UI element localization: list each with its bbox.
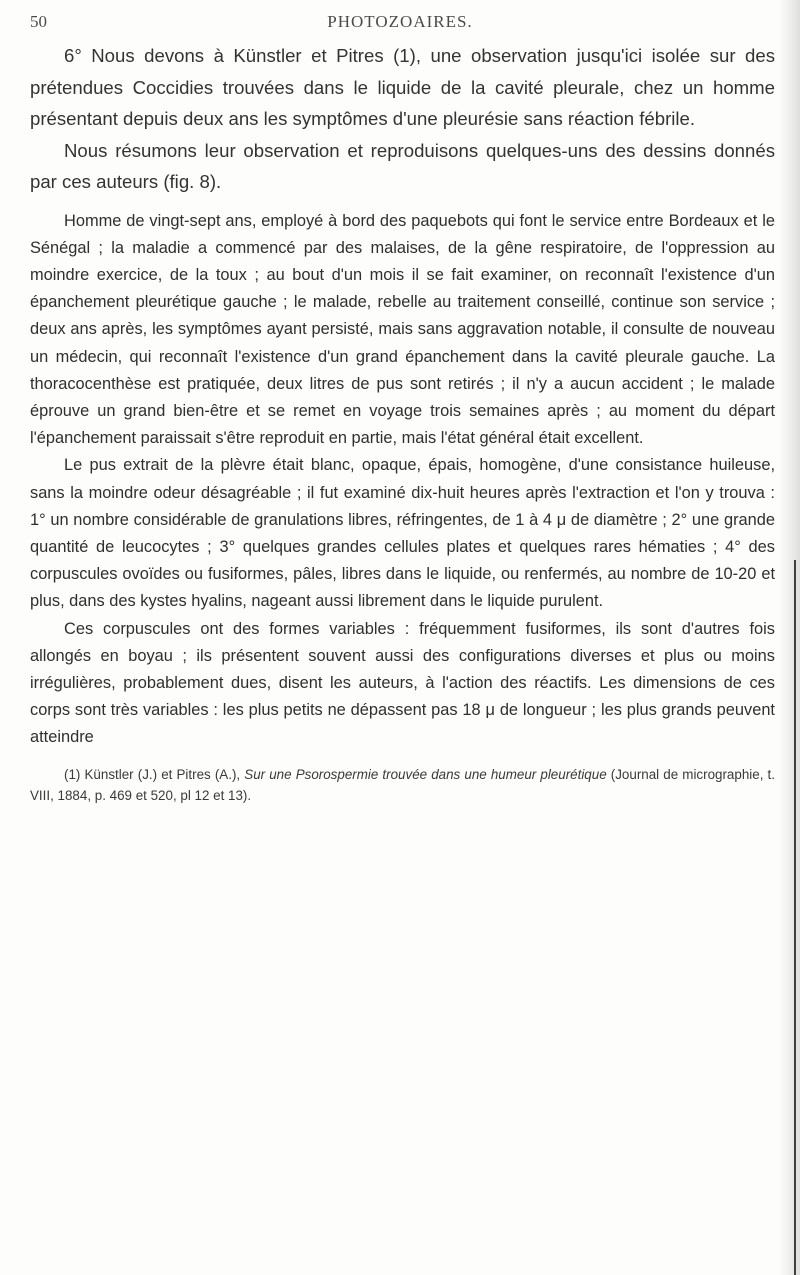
page-edge-line [794,560,796,1275]
case-paragraph-1: Homme de vingt-sept ans, employé à bord des paquebots qui font le service entre Bordeaux et le Sénégal ; la maladie a commencé par des malaises, de la gêne respiratoire, de l'oppression au moindre exercice, de la toux ; au bout d'un mois il se fait examiner, on reconnaît l'existence d'un épanchement pleurétique gauche ; le malade, rebelle au traitement conseillé, continue son service ; deux ans après, les symptômes ayant persisté, mais sans aggravation notable, il consulte de nouveau un médecin, qui reconnaît l'existence d'un grand épanchement dans la cavité pleurale gauche. La thoracocenthèse est pratiquée, deux litres de pus sont retirés ; il n'y a aucun accident ; le malade éprouve un grand bien-être et se remet en voyage trois semaines après ; au moment du départ l'épanchement paraissait s'être reproduit en partie, mais l'état général était excellent. [30,211,775,448]
footnote-title: Sur une Psorospermie trouvée dans une humeur pleurétique [244,766,607,782]
case-summary [30,208,775,752]
intro-paragraph-1: 6° Nous devons à Künstler et Pitres (1), une observation jusqu'ici isolée sur des prétendues Coccidies trouvées dans le liquide de la cavité pleurale, chez un homme présentant depuis deux ans les symptômes d'une pleurésie sans réaction fébrile. [30,45,775,129]
page-number: 50 [30,12,47,31]
footnote-prefix: (1) Künstler (J.) et Pitres (A.), [64,766,245,782]
intro-paragraph-2: Nous résumons leur observation et reproduisons quelques-uns des dessins donnés par ces auteurs (fig. 8). [30,139,775,192]
footnote [30,764,775,807]
running-title: PHOTOZOAIRES. [327,12,473,31]
page-edge-shadow [778,0,800,1275]
footnote-suffix: (Journal de micrographie, t. VIII, 1884, p. 469 et 520, pl 12 et 13). [30,766,775,804]
page-header [30,12,770,40]
body-text [30,40,775,820]
case-paragraph-2: Le pus extrait de la plèvre était blanc, opaque, épais, homogène, d'une consistance huileuse, sans la moindre odeur désagréable ; il fut examiné dix-huit heures après l'extraction et l'on y trouva : 1° un nombre considérable de granulations libres, réfringentes, de 1 à 4 μ de diamètre ; 2° une grande quantité de leucocytes ; 3° quelques grandes cellules plates et quelques rares hématies ; 4° des corpuscules ovoïdes ou fusiformes, pâles, libres dans le liquide, ou renfermés, au nombre de 10-20 et plus, dans des kystes hyalins, nageant aussi librement dans le liquide purulent. [30,456,775,611]
case-paragraph-3: Ces corpuscules ont des formes variables : fréquemment fusiformes, ils sont d'autres fois allongés en boyau ; ils présentent souvent aussi des configurations diverses et plus ou moins irrégulières, probablement dues, disent les auteurs, à l'action des réactifs. Les dimensions de ces corps sont très variables : les plus petits ne dépassent pas 18 μ de longueur ; les plus grands peuvent atteindre [30,619,775,747]
